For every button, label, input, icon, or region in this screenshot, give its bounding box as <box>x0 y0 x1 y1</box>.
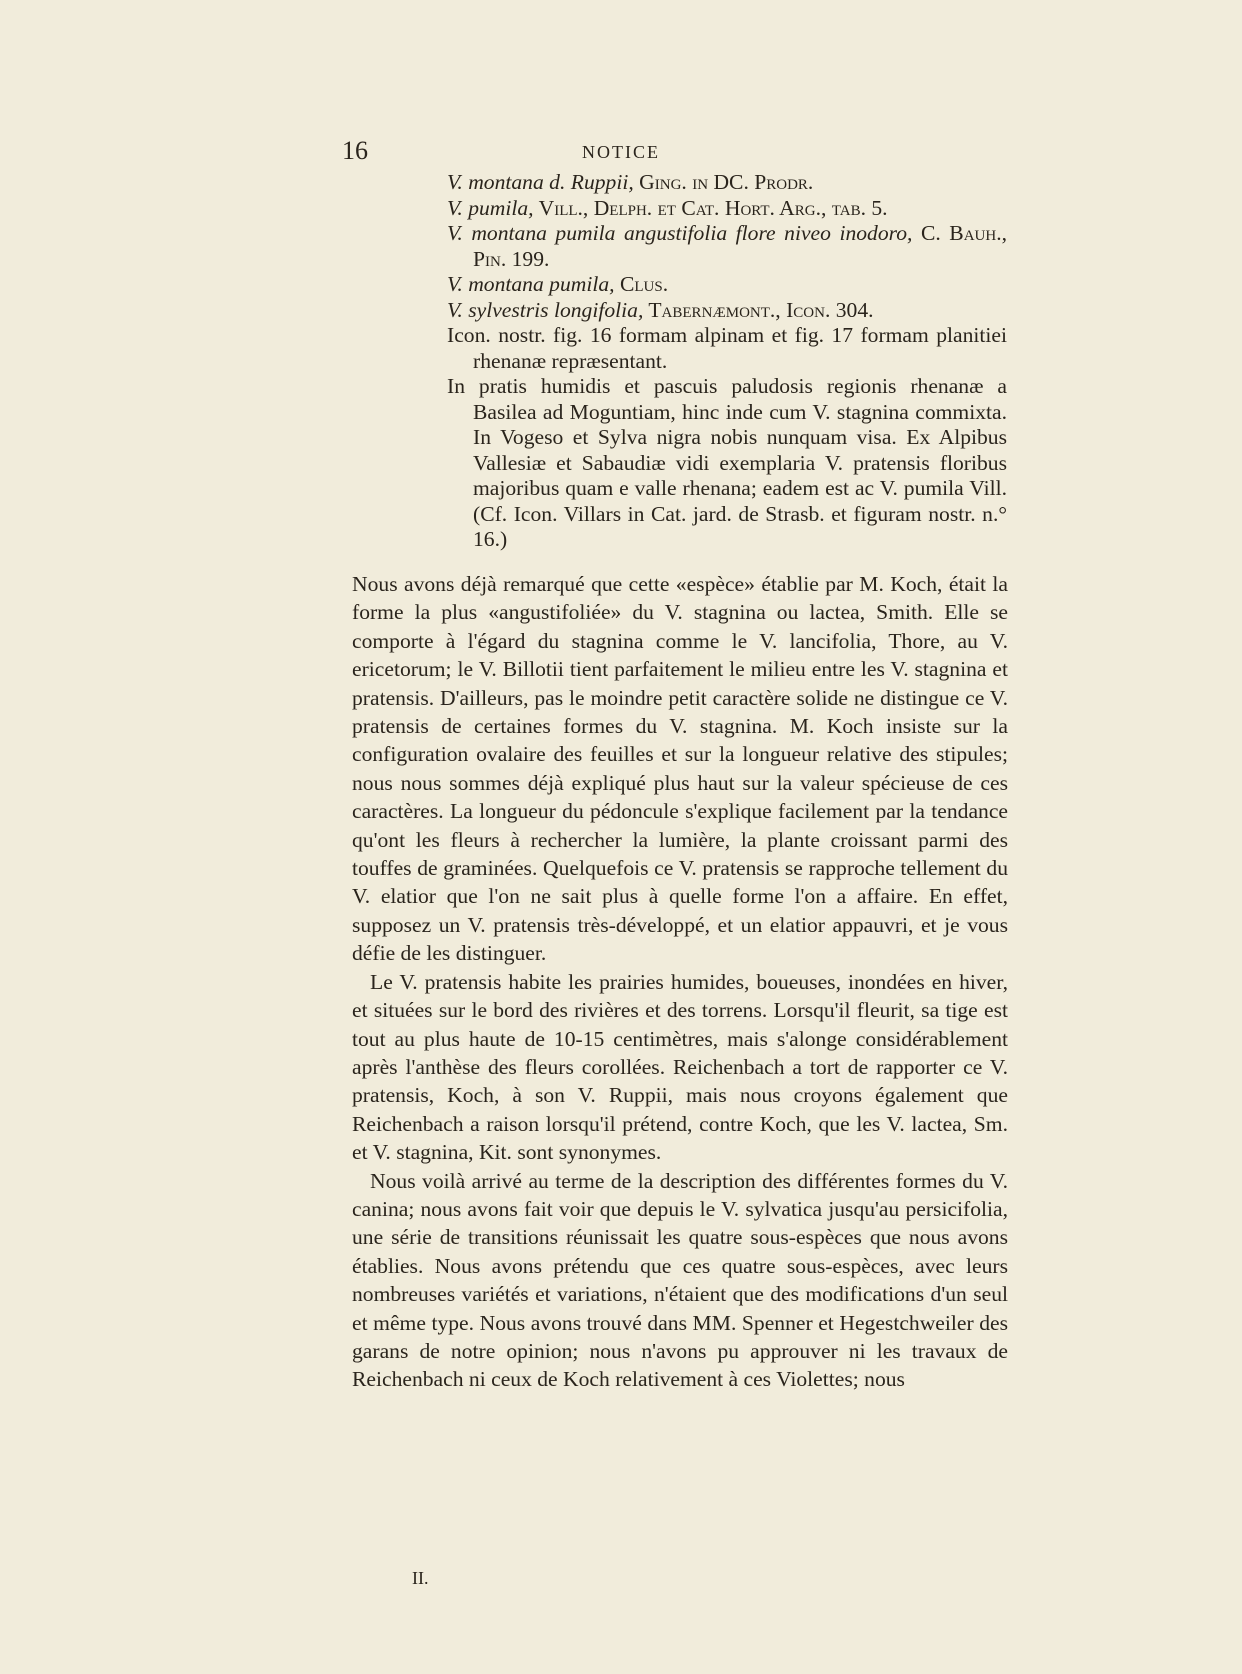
paragraph: Nous voilà arrivé au terme de la description des différentes formes du V. canina; nous avons fait voir que depuis le V. sylvatica jusqu'au persicifolia, une série de transitions réunissait les quatre sous-espèces que nous avons établies. Nous avons prétendu que ces quatre sous-espèces, avec leurs nombreuses variétés et variations, n'étaient que des modifications d'un seul et même type. Nous avons trouvé dans MM. Spenner et Hegestchweiler des garans de notre opinion; nous n'avons pu approuver ni les travaux de Reichenbach ni ceux de Koch relativement à ces Violettes; nous <box>352 1168 1008 1392</box>
signature-mark: II. <box>412 1568 429 1588</box>
icon-note: Icon. nostr. fig. 16 formam alpinam et fig. 17 formam planitiei rhenanæ repræsentant. <box>447 323 1007 373</box>
taxon-name: V. pumila, <box>447 195 534 220</box>
citation: Tabernæmont., Icon. 304. <box>643 297 874 322</box>
page-number: 16 <box>342 136 368 165</box>
citation: Ging. in DC. Prodr. <box>633 170 814 194</box>
paragraph: Le V. pratensis habite les prairies humides, boueuses, inondées en hiver, et situées sur le bord des rivières et des torrens. Lorsqu'il fleurit, sa tige est tout au plus haute de 10-15 centimètres, mais s'alonge considérablement après l'anthèse des fleurs corollées. Reichenbach a tort de rapporter ce V. pratensis, Koch, à son V. Ruppii, mais nous croyons également que Reichenbach a raison lorsqu'il prétend, contre Koch, que les V. lactea, Sm. et V. stagnina, Kit. sont synonymes. <box>352 969 1008 1165</box>
page-header <box>0 136 1242 172</box>
taxon-name: V. montana pumila, <box>447 272 615 296</box>
synonymy-block <box>447 170 1007 553</box>
citation: Clus. <box>614 272 669 296</box>
taxon-name: V. montana d. Ruppii, <box>447 170 634 194</box>
taxon-name: V. sylvestris longifolia, <box>447 297 644 322</box>
running-title: NOTICE <box>582 142 660 162</box>
synonym-entry <box>447 221 1007 272</box>
taxon-name: V. montana pumila angustifolia flore niveo inodoro, <box>447 221 913 245</box>
paragraph: Nous avons déjà remarqué que cette «espèce» établie par M. Koch, était la forme la plus «angustifoliée» du V. stagnina ou lactea, Smith. Elle se comporte à l'égard du stagnina comme le V. lancifolia, Thore, au V. ericetorum; le V. Billotii tient parfaitement le milieu entre les V. stagnina et pratensis. D'ailleurs, pas le moindre petit caractère solide ne distingue ce V. pratensis de certaines formes du V. stagnina. M. Koch insiste sur la configuration ovalaire des feuilles et sur la longueur relative des stipules; nous nous sommes déjà expliqué plus haut sur la valeur spécieuse de ces caractères. La longueur du pédoncule s'explique facilement par la tendance qu'ont les fleurs à rechercher la lumière, la plante croissant parmi des touffes de graminées. Quelquefois ce V. pratensis se rapproche tellement du V. elatior que l'on ne sait plus à quelle forme l'on a affaire. En effet, supposez un V. pratensis très-développé, et un elatior appauvri, et je vous défie de les distinguer. <box>352 572 1008 966</box>
synonym-entry <box>447 196 1007 222</box>
main-text <box>352 570 1008 1394</box>
synonym-entry <box>447 272 1007 298</box>
citation: Vill., Delph. et Cat. Hort. Arg., tab. 5. <box>533 195 888 220</box>
citation: C. Bauh., Pin. 199. <box>473 221 1008 271</box>
synonym-entry <box>447 298 1007 324</box>
synonym-entry <box>447 170 1007 196</box>
habitat-note: In pratis humidis et pascuis paludosis regionis rhenanæ a Basilea ad Moguntiam, hinc inde cum V. stagnina commixta. In Vogeso et Sylva nigra nobis nunquam visa. Ex Alpibus Vallesiæ et Sabaudiæ vidi exemplaria V. pratensis floribus majoribus quam e valle rhenana; eadem est ac V. pumila Vill. (Cf. Icon. Villars in Cat. jard. de Strasb. et figuram nostr. n.° 16.) <box>447 374 1007 551</box>
